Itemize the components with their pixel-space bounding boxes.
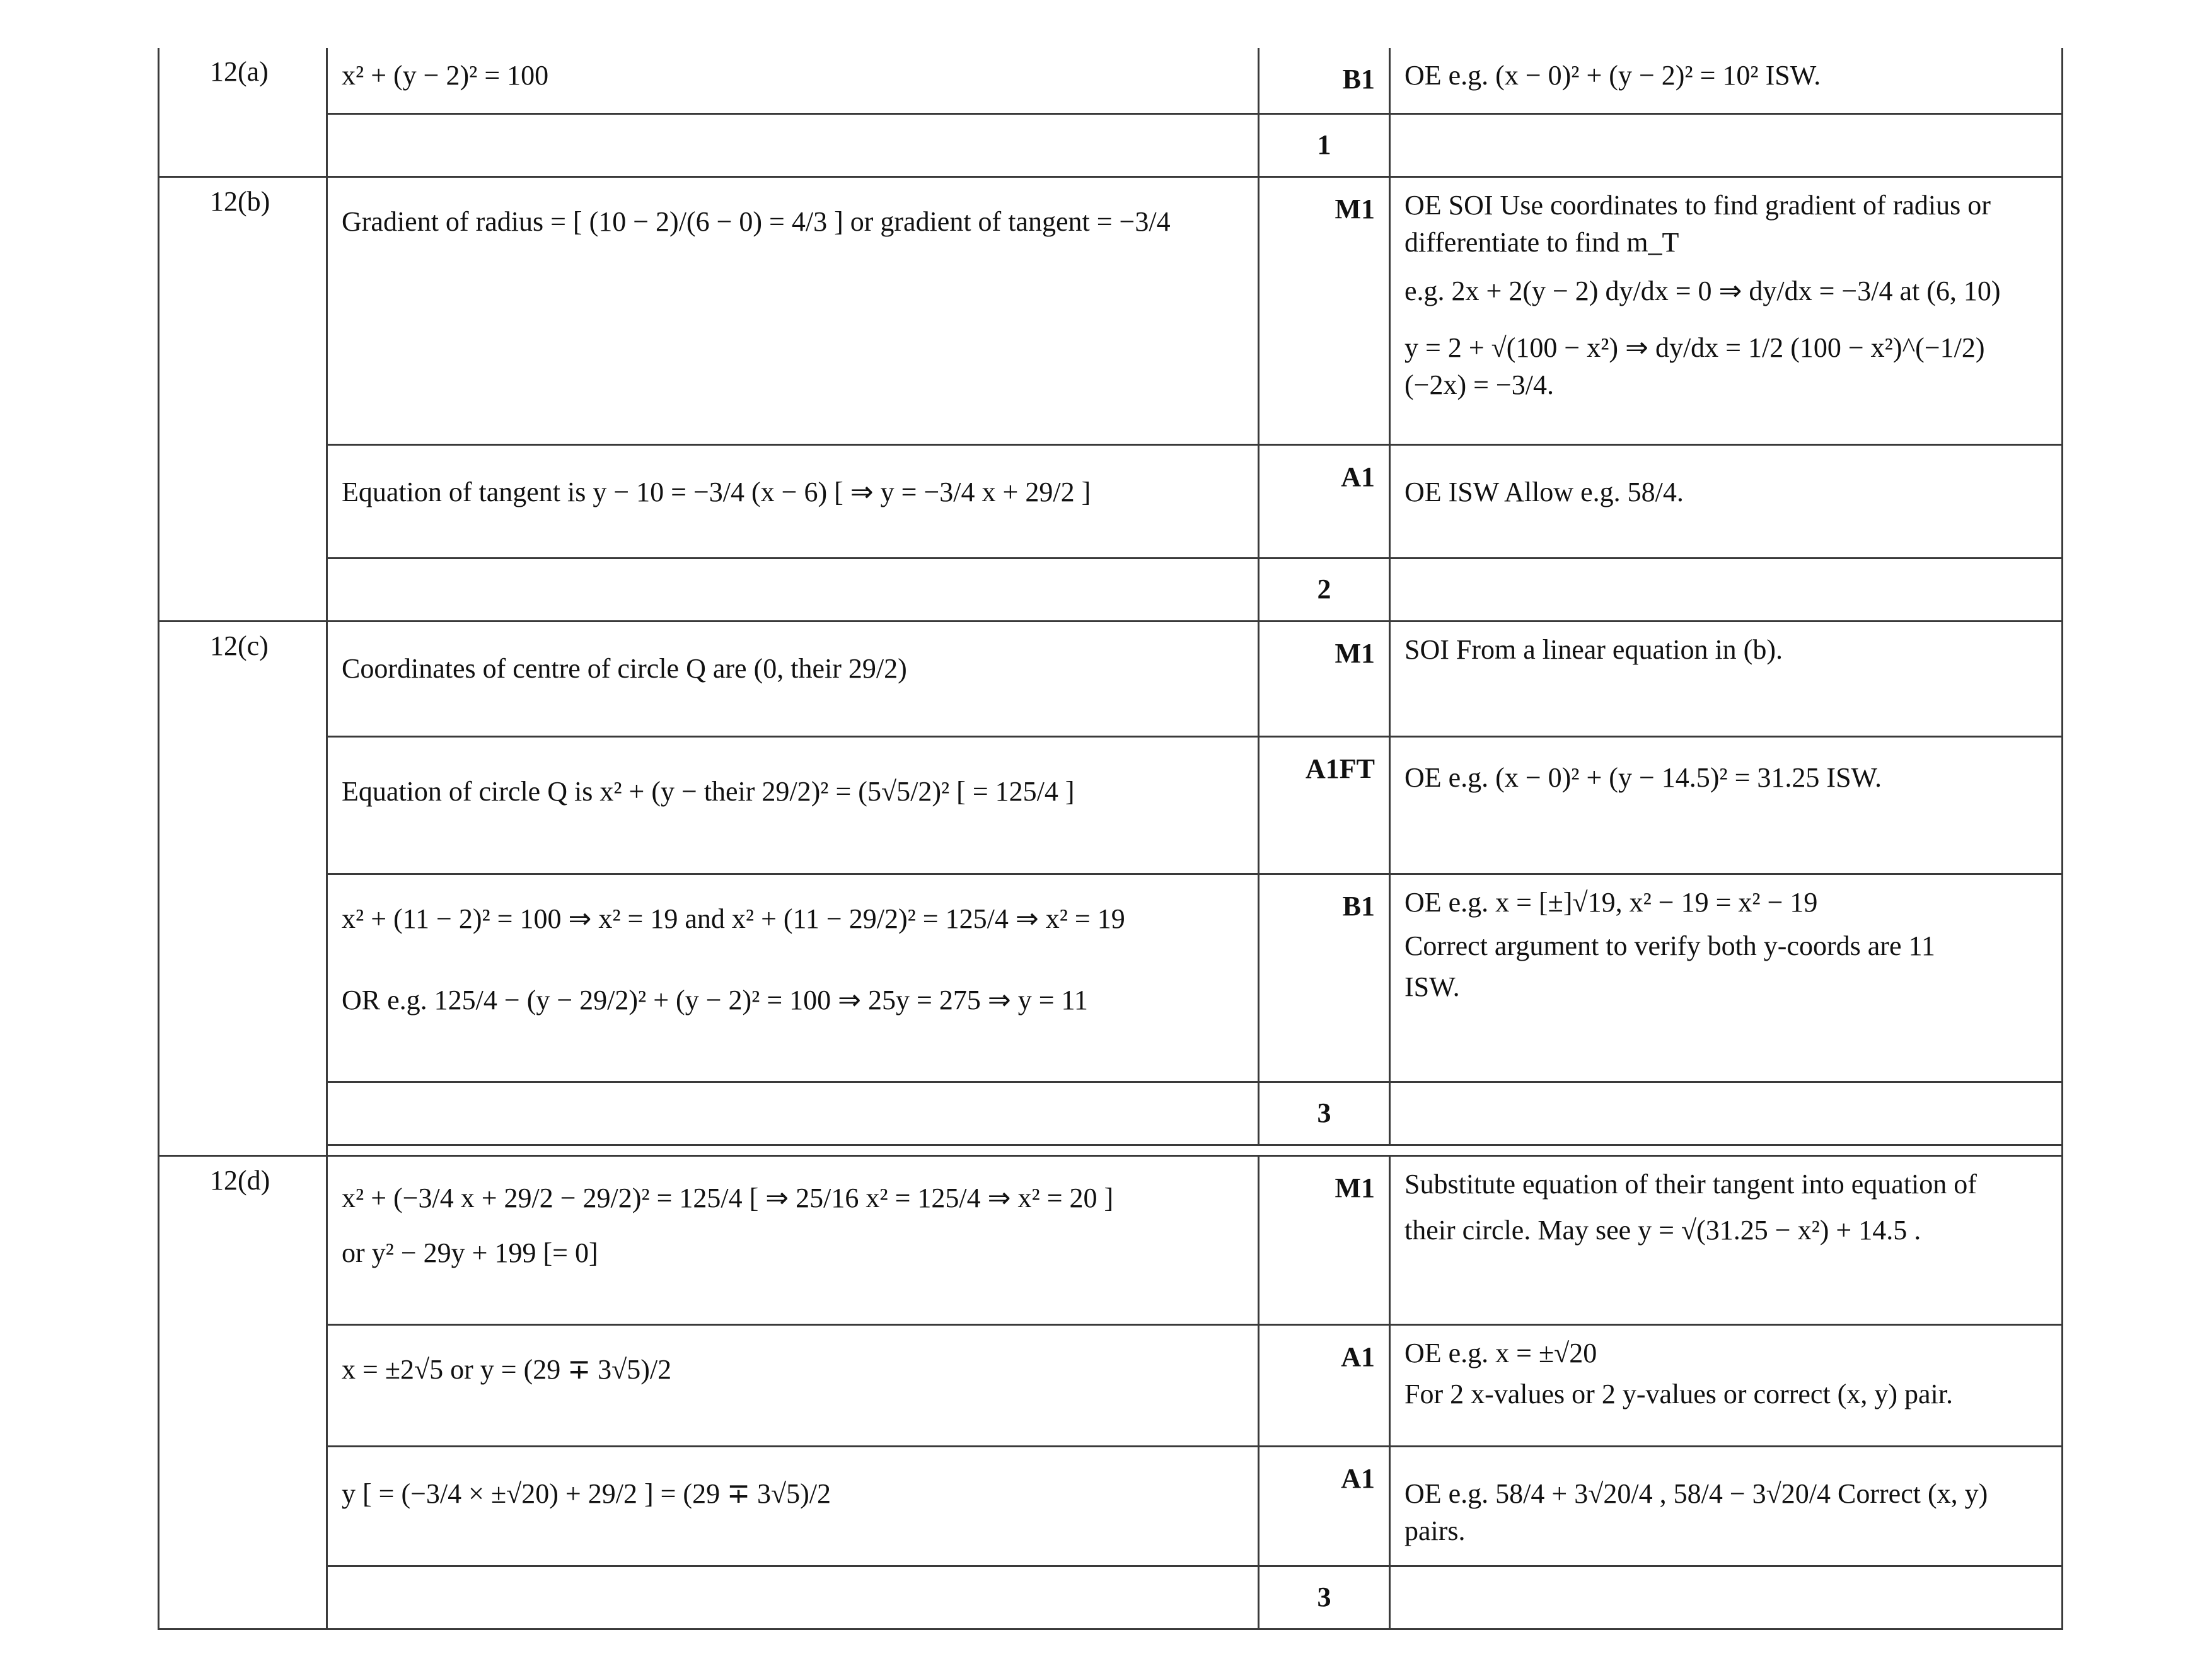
table-row — [159, 1446, 2063, 1566]
total-marks: 1 — [1259, 113, 1390, 176]
table-row — [159, 736, 2063, 874]
mark-code: A1 — [1259, 1446, 1390, 1566]
table-row — [159, 1324, 2063, 1446]
mark-scheme-table — [158, 48, 2063, 1630]
total-marks: 3 — [1259, 1566, 1390, 1629]
guidance-cell — [1390, 1155, 2063, 1324]
mark-code: A1FT — [1259, 736, 1390, 874]
question-number: 12(b) — [159, 176, 327, 621]
answer-cell — [327, 874, 1259, 1082]
answer-cell — [327, 113, 1259, 176]
mark-code: M1 — [1259, 176, 1390, 444]
guidance-line: OE e.g. x = [±]√19, x² − 19 = x² − 19 — [1404, 886, 1818, 918]
table-row — [159, 1566, 2063, 1629]
total-marks: 3 — [1259, 1082, 1390, 1145]
guidance-cell — [1390, 1324, 2063, 1446]
guidance-cell: OE e.g. (x − 0)² + (y − 2)² = 10² ISW. — [1390, 48, 2063, 113]
table-row — [159, 1155, 2063, 1324]
mark-code: M1 — [1259, 621, 1390, 736]
section-separator — [159, 1145, 2063, 1155]
mark-code: B1 — [1259, 48, 1390, 113]
guidance-cell — [1390, 176, 2063, 444]
answer-cell — [327, 558, 1259, 621]
guidance-line: For 2 x-values or 2 y-values or correct (x, y) pair. — [1404, 1378, 1953, 1409]
question-number: 12(a) — [159, 48, 327, 176]
answer-cell: Equation of tangent is y − 10 = −3/4 (x − 6) [ ⇒ y = −3/4 x + 29/2 ] — [327, 444, 1259, 558]
table-row — [159, 621, 2063, 736]
guidance-cell: OE ISW Allow e.g. 58/4. — [1390, 444, 2063, 558]
table-row — [159, 444, 2063, 558]
guidance-line: Correct argument to verify both y-coords are 11 — [1404, 930, 1935, 961]
guidance-line: OE SOI Use coordinates to find gradient of radius or differentiate to find m_T — [1404, 189, 1991, 258]
answer-line: OR e.g. 125/4 − (y − 29/2)² + (y − 2)² = 100 ⇒ 25y = 275 ⇒ y = 11 — [342, 984, 1088, 1015]
guidance-line: ISW. — [1404, 971, 1460, 1003]
guidance-line: e.g. 2x + 2(y − 2) dy/dx = 0 ⇒ dy/dx = −3/4 at (6, 10) — [1404, 275, 2001, 307]
guidance-cell — [1390, 558, 2063, 621]
mark-code: A1 — [1259, 1324, 1390, 1446]
table-row — [159, 874, 2063, 1082]
guidance-cell — [1390, 113, 2063, 176]
guidance-line: y = 2 + √(100 − x²) ⇒ dy/dx = 1/2 (100 − x²)^(−1/2) (−2x) = −3/4. — [1404, 332, 1985, 401]
question-number: 12(d) — [159, 1155, 327, 1629]
answer-line: or y² − 29y + 199 [= 0] — [342, 1237, 598, 1268]
table-row — [159, 1082, 2063, 1145]
mark-code: A1 — [1259, 444, 1390, 558]
answer-cell — [327, 1155, 1259, 1324]
answer-cell: x² + (y − 2)² = 100 — [327, 48, 1259, 113]
answer-cell — [327, 1082, 1259, 1145]
answer-cell: Gradient of radius = [ (10 − 2)/(6 − 0) = 4/3 ] or gradient of tangent = −3/4 — [327, 176, 1259, 444]
mark-code: M1 — [1259, 1155, 1390, 1324]
guidance-line: OE e.g. x = ±√20 — [1404, 1337, 1597, 1368]
guidance-cell — [1390, 1566, 2063, 1629]
total-marks: 2 — [1259, 558, 1390, 621]
guidance-cell — [1390, 1082, 2063, 1145]
mark-code: B1 — [1259, 874, 1390, 1082]
table-row — [159, 176, 2063, 444]
guidance-cell: OE e.g. (x − 0)² + (y − 14.5)² = 31.25 ISW. — [1390, 736, 2063, 874]
table-row — [159, 48, 2063, 113]
guidance-cell: SOI From a linear equation in (b). — [1390, 621, 2063, 736]
answer-cell: x = ±2√5 or y = (29 ∓ 3√5)/2 — [327, 1324, 1259, 1446]
table-row — [159, 558, 2063, 621]
answer-line: x² + (−3/4 x + 29/2 − 29/2)² = 125/4 [ ⇒ 25/16 x² = 125/4 ⇒ x² = 20 ] — [342, 1182, 1114, 1213]
answer-cell: Equation of circle Q is x² + (y − their 29/2)² = (5√5/2)² [ = 125/4 ] — [327, 736, 1259, 874]
table-row — [159, 113, 2063, 176]
guidance-cell — [1390, 874, 2063, 1082]
answer-cell: y [ = (−3/4 × ±√20) + 29/2 ] = (29 ∓ 3√5)/2 — [327, 1446, 1259, 1566]
question-number: 12(c) — [159, 621, 327, 1155]
guidance-line: Substitute equation of their tangent into equation of — [1404, 1168, 1977, 1200]
guidance-cell: OE e.g. 58/4 + 3√20/4 , 58/4 − 3√20/4 Correct (x, y) pairs. — [1390, 1446, 2063, 1566]
guidance-line: their circle. May see y = √(31.25 − x²) + 14.5 . — [1404, 1214, 1921, 1246]
answer-cell — [327, 1566, 1259, 1629]
answer-cell: Coordinates of centre of circle Q are (0, their 29/2) — [327, 621, 1259, 736]
answer-line: x² + (11 − 2)² = 100 ⇒ x² = 19 and x² + (11 − 29/2)² = 125/4 ⇒ x² = 19 — [342, 903, 1125, 934]
